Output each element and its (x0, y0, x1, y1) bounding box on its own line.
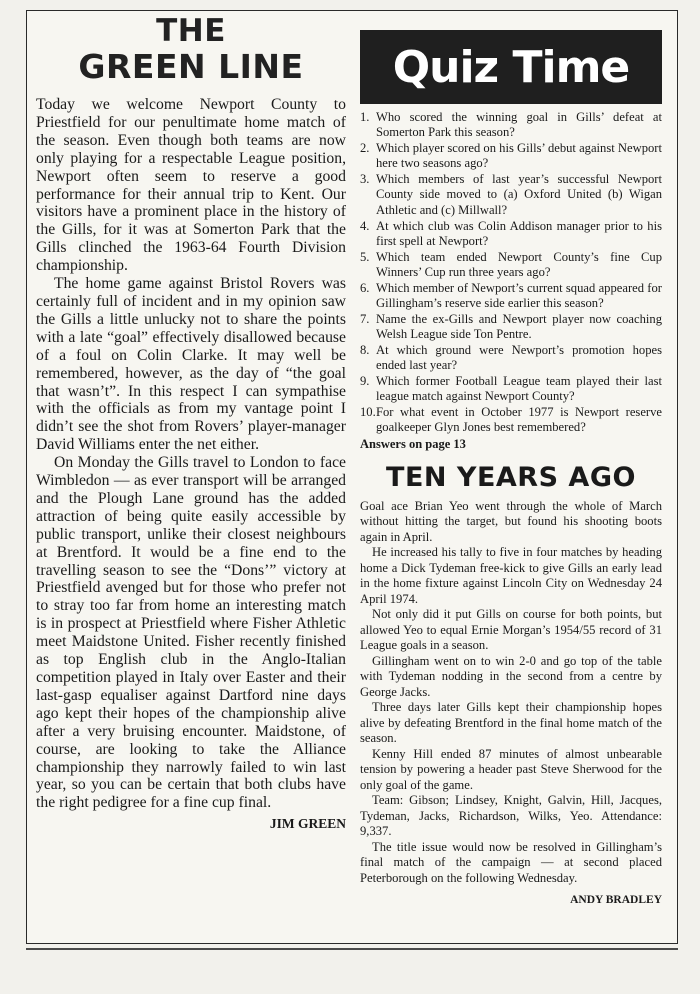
quiz-question: 9. Which former Football League team played their last league match against Newport County? (360, 374, 662, 404)
quiz-question: 3. Which members of last year’s successful Newport County side moved to (a) Oxford United (b) Wigan Athletic and (c) Millwall? (360, 172, 662, 217)
article-paragraph: The title issue would now be resolved in Gillingham’s final match of the campaign — at second placed Peterborough on the following Wednesday. (360, 839, 662, 885)
answers-note: Answers on page 13 (360, 436, 466, 451)
quiz-time-banner (360, 30, 662, 104)
ten-years-ago-article (360, 499, 662, 887)
article-paragraph: Today we welcome Newport County to Priestfield for our penultimate home match of the season. Even though both teams are now only playing for a respectable League position, Newport often seem to reserve a good performance for their annual trip to Kent. Our visitors have a prominent place in the history of the Gills, for it was at Somerton Park that the Gills clinched the 1963-64 Fourth Division championship. (36, 96, 346, 275)
article-paragraph: The home game against Bristol Rovers was certainly full of incident and in my opinion saw the Gills a little unlucky not to share the points with a late “goal” effectively disallowed because of a foul on Colin Clarke. It may well be remembered, however, as the day of “the goal that wasn’t”. In this respect I can sympathise with the officials as from my vantage point I didn’t see the shot from Rovers’ player-manager David Williams enter the net either. (36, 275, 346, 454)
quiz-question: 1. Who scored the winning goal in Gills’ defeat at Somerton Park this season? (360, 110, 662, 140)
quiz-question-list (360, 110, 662, 436)
article-paragraph: Not only did it put Gills on course for both points, but allowed Yeo to equal Ernie Morgan’s 1954/55 record of 31 League goals in a season. (360, 607, 662, 653)
quiz-question: 5. Which team ended Newport County’s fine Cup Winners’ Cup run three years ago? (360, 249, 662, 279)
author-byline: JIM GREEN (269, 816, 346, 832)
green-line-column (36, 14, 346, 832)
article-paragraph: On Monday the Gills travel to London to face Wimbledon — as ever transport will be arranged and the Plough Lane ground has the added attraction of being quite easily accessible by public transport, unlike their closest neighbours at Brentford. It would be a fine end to the travelling season to see the “Dons’” victory at Priestfield avenged but for those who prefer not to stray too far from home an interesting match is in prospect at Priestfield where Fisher Athletic meet Maidstone United. Fisher recently finished as top English club in the Anglo-Italian competition played in Italy over Easter and their last-gasp equaliser against Dartford nine days ago kept their hopes of the championship alive after a very bruising encounter. Maidstone, of course, are looking to take the Alliance championship they narrowly failed to win last year, so you can be certain that both clubs have the right pedigree for a fine cup final. (36, 454, 346, 812)
quiz-question: 6. Which member of Newport’s current squad appeared for Gillingham’s reserve side earlier this season? (360, 280, 662, 311)
quiz-title: Quiz Time (392, 41, 630, 93)
quiz-question: 2. Which player scored on his Gills’ debut against Newport here two seasons ago? (360, 141, 662, 171)
article-paragraph: He increased his tally to five in four matches by heading home a Dick Tydeman free-kick to give Gills an early lead in the home fixture against Lincoln City on Wednesday 24 April 1974. (360, 545, 662, 606)
author-byline: ANDY BRADLEY (570, 894, 662, 907)
green-line-article (36, 96, 346, 812)
quiz-question: 7. Name the ex-Gills and Newport player now coaching Welsh League side Ton Pentre. (360, 311, 662, 342)
green-line-heading (36, 14, 346, 84)
quiz-question: 4. At which club was Colin Addison manager prior to his first spell at Newport? (360, 218, 662, 248)
heading-line-1: THE (156, 13, 226, 49)
article-paragraph: Kenny Hill ended 87 minutes of almost unbearable tension by powering a header past Steve Sherwood for the only goal of the game. (360, 746, 662, 792)
quiz-question: 10. For what event in October 1977 is Newport reserve goalkeeper Glyn Jones best remembered? (360, 405, 662, 435)
right-column (360, 30, 662, 906)
article-paragraph: Goal ace Brian Yeo went through the whole of March without hitting the target, but found his shooting boots again in April. (360, 498, 662, 544)
article-paragraph: Three days later Gills kept their championship hopes alive by defeating Brentford in the final home match of the season. (360, 700, 662, 746)
heading-line-2: GREEN LINE (78, 47, 304, 86)
article-paragraph: Team: Gibson; Lindsey, Knight, Galvin, Hill, Jacques, Tydeman, Jacks, Richardson, Wilks, Yeo. Attendance: 9,337. (360, 793, 662, 839)
quiz-question: 8. At which ground were Newport’s promotion hopes ended last year? (360, 342, 662, 373)
bottom-rule (26, 948, 678, 950)
article-paragraph: Gillingham went on to win 2-0 and go top of the table with Tydeman nodding in the second from a centre by George Jacks. (360, 653, 662, 699)
ten-years-ago-heading: TEN YEARS AGO (386, 461, 636, 493)
